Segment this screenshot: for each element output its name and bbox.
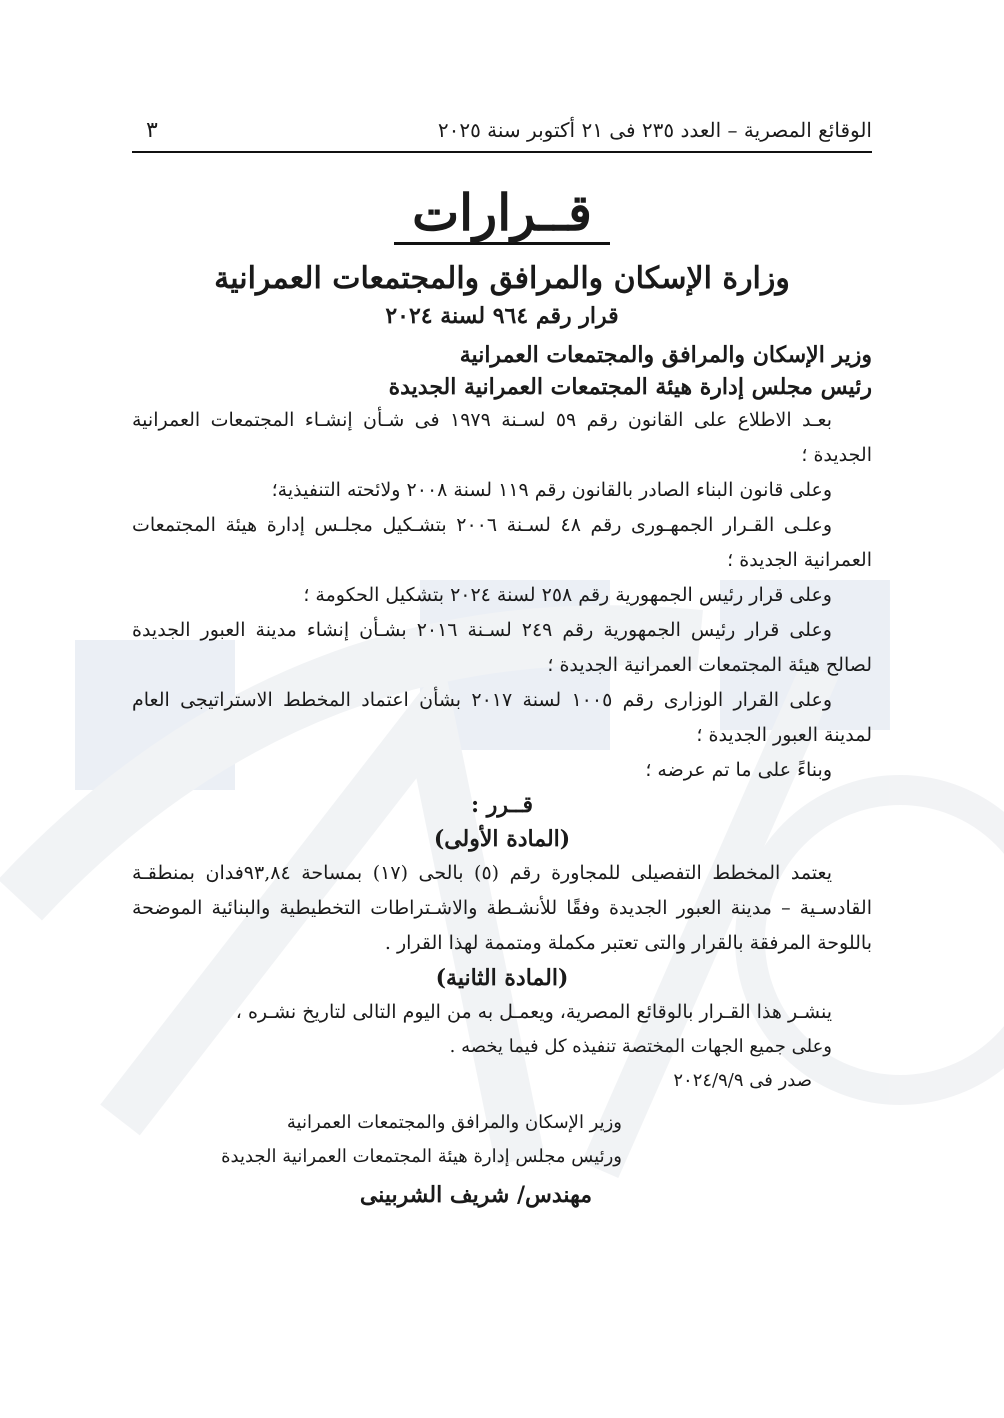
preamble-item: وعلى قانون البناء الصادر بالقانون رقم ١١٩ لسنة ٢٠٠٨ ولائحته التنفيذية؛ [271,479,832,501]
signature-line-1: وزير الإسكان والمرافق والمجتمعات العمرانية [286,1112,622,1133]
issued-date: صدر فى ٢٠٢٤/٩/٩ [673,1070,812,1091]
issuer-chair: رئيس مجلس إدارة هيئة المجتمعات العمرانية الجديدة [388,374,872,400]
page-title [132,183,872,243]
decree-number: قرار رقم ٩٦٤ لسنة ٢٠٢٤ [385,303,619,329]
gazette-header [132,108,872,153]
preamble-item: وعلى قرار رئيس الجمهورية رقم ٢٤٩ لسـنة ٢٠١٦ بشـأن إنشاء مدينة العبور الجديدة لصالح هيئة المجتمعات العمرانية الجديدة ؛ [132,619,872,676]
page-content [132,108,872,1212]
signatory-name: مهندس/ شريف الشربينى [359,1182,592,1208]
signature-block [132,1106,872,1212]
preamble-item: وبناءً على ما تم عرضه ؛ [645,759,832,781]
title-text: قــرارات [394,183,610,245]
preamble-item: وعلى قرار رئيس الجمهورية رقم ٢٥٨ لسنة ٢٠٢٤ بتشكيل الحكومة ؛ [303,584,832,606]
preamble [132,403,872,788]
ministry-name: وزارة الإسكان والمرافق والمجتمعات العمرانية [214,261,790,296]
article-2-heading: (المادة الثانية) [435,965,569,991]
header-text: الوقائع المصرية – العدد ٢٣٥ فى ٢١ أكتوبر سنة ٢٠٢٥ [437,118,872,142]
decided-heading: قــرر : [471,792,533,818]
article-2-text: ينشـر هذا القـرار بالوقائع المصرية، ويعمـل به من اليوم التالى لتاريخ نشـره ، [235,1001,832,1023]
page-number: ٣ [146,118,158,143]
article-2-text-2: وعلى جميع الجهات المختصة تنفيذه كل فيما يخصه . [449,1036,832,1057]
article-1-heading: (المادة الأولى) [433,826,571,852]
article-1-text: يعتمد المخطط التفصيلى للمجاورة رقم (٥) بالحى (١٧) بمساحة ٩٣,٨٤فدان بمنطقـة القادسـية – مدينة العبور الجديدة وفقًا للأنشـطة والاشـتراطات التخطيطية والبنائية الموضحة باللوحة المرفقة بالقرار والتى تعتبر مكملة ومتممة لهذا القرار . [132,862,872,954]
preamble-item: وعلى القرار الوزارى رقم ١٠٠٥ لسنة ٢٠١٧ بشأن اعتماد المخطط الاستراتيجى العام لمدينة العبور الجديدة ؛ [132,689,872,746]
preamble-item: بعـد الاطلاع على القانون رقم ٥٩ لسـنة ١٩٧٩ فى شـأن إنشـاء المجتمعات العمرانية الجديدة ؛ [132,409,872,466]
preamble-item: وعلـى القـرار الجمهـورى رقم ٤٨ لسـنة ٢٠٠٦ بتشـكيل مجلـس إدارة هيئة المجتمعات العمرانية الجديدة ؛ [132,514,872,571]
signature-line-2: ورئيس مجلس إدارة هيئة المجتمعات العمرانية الجديدة [221,1146,622,1167]
issuer-minister: وزير الإسكان والمرافق والمجتمعات العمرانية [459,342,872,368]
